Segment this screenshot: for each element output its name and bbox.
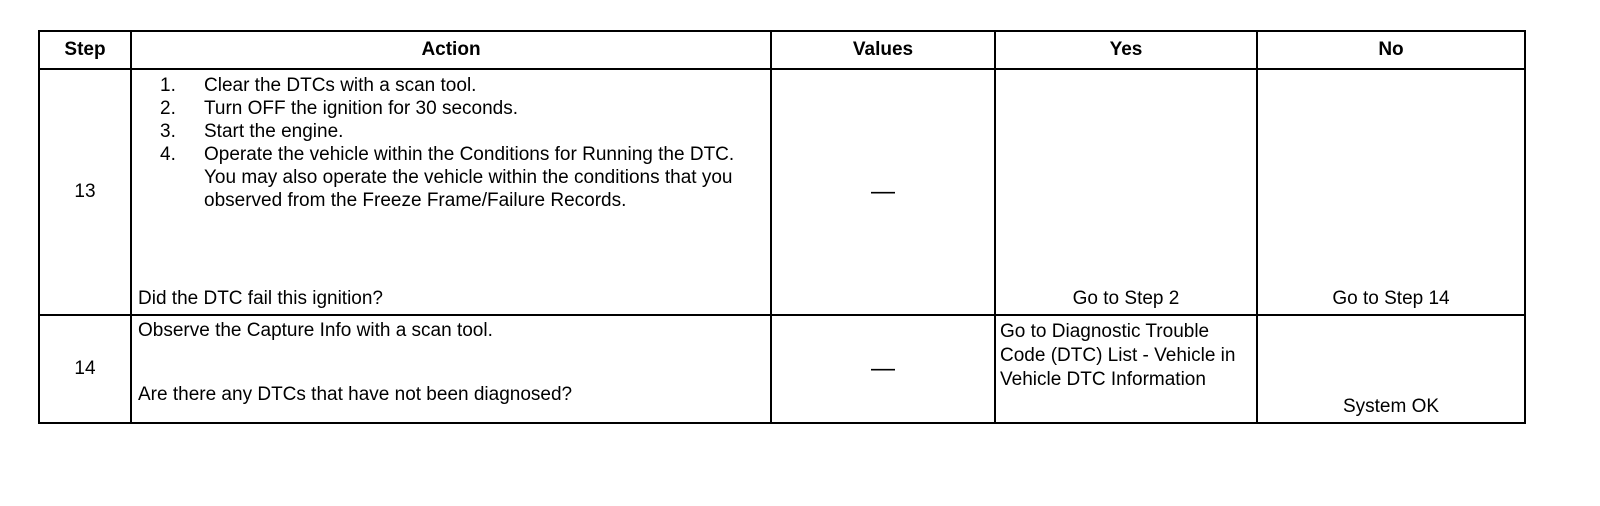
values-cell: — [771,69,995,315]
action-cell [131,315,771,423]
yes-result: Go to Diagnostic Trouble Code (DTC) List - Vehicle in Vehicle DTC Information [1000,321,1236,390]
diagnostic-table [38,30,1526,424]
step-index: 2. [160,98,176,119]
step-index: 4. [160,144,176,165]
yes-cell [995,69,1257,315]
yes-cell [995,315,1257,423]
action-text: Observe the Capture Info with a scan tool. [138,320,493,341]
no-result: Go to Step 14 [1332,288,1450,309]
step-text: Clear the DTCs with a scan tool. [204,75,477,96]
action-step [160,120,766,143]
action-step [160,74,766,97]
no-cell [1257,315,1525,423]
header-row [39,31,1525,69]
no-result: System OK [1342,396,1440,417]
step-number: 14 [39,315,131,423]
values-cell: — [771,315,995,423]
action-steps-list [138,74,766,212]
step-index: 3. [160,121,176,142]
step-text: Start the engine. [204,121,344,142]
action-question: Are there any DTCs that have not been diagnosed? [138,384,573,405]
header-yes: Yes [995,31,1257,69]
header-values: Values [771,31,995,69]
table-row [39,69,1525,315]
step-number: 13 [39,69,131,315]
step-text: Turn OFF the ignition for 30 seconds. [204,98,519,119]
step-text: Operate the vehicle within the Conditions for Running the DTC. You may also operate the vehicle within the conditions that you observed from the Freeze Frame/Failure Records. [204,144,735,211]
step-index: 1. [160,75,176,96]
table-row [39,315,1525,423]
yes-result: Go to Step 2 [1072,288,1180,309]
action-question: Did the DTC fail this ignition? [138,288,383,309]
header-no: No [1257,31,1525,69]
action-step [160,97,766,120]
header-action: Action [131,31,771,69]
action-step [160,143,766,212]
header-step: Step [39,31,131,69]
no-cell [1257,69,1525,315]
action-cell [131,69,771,315]
